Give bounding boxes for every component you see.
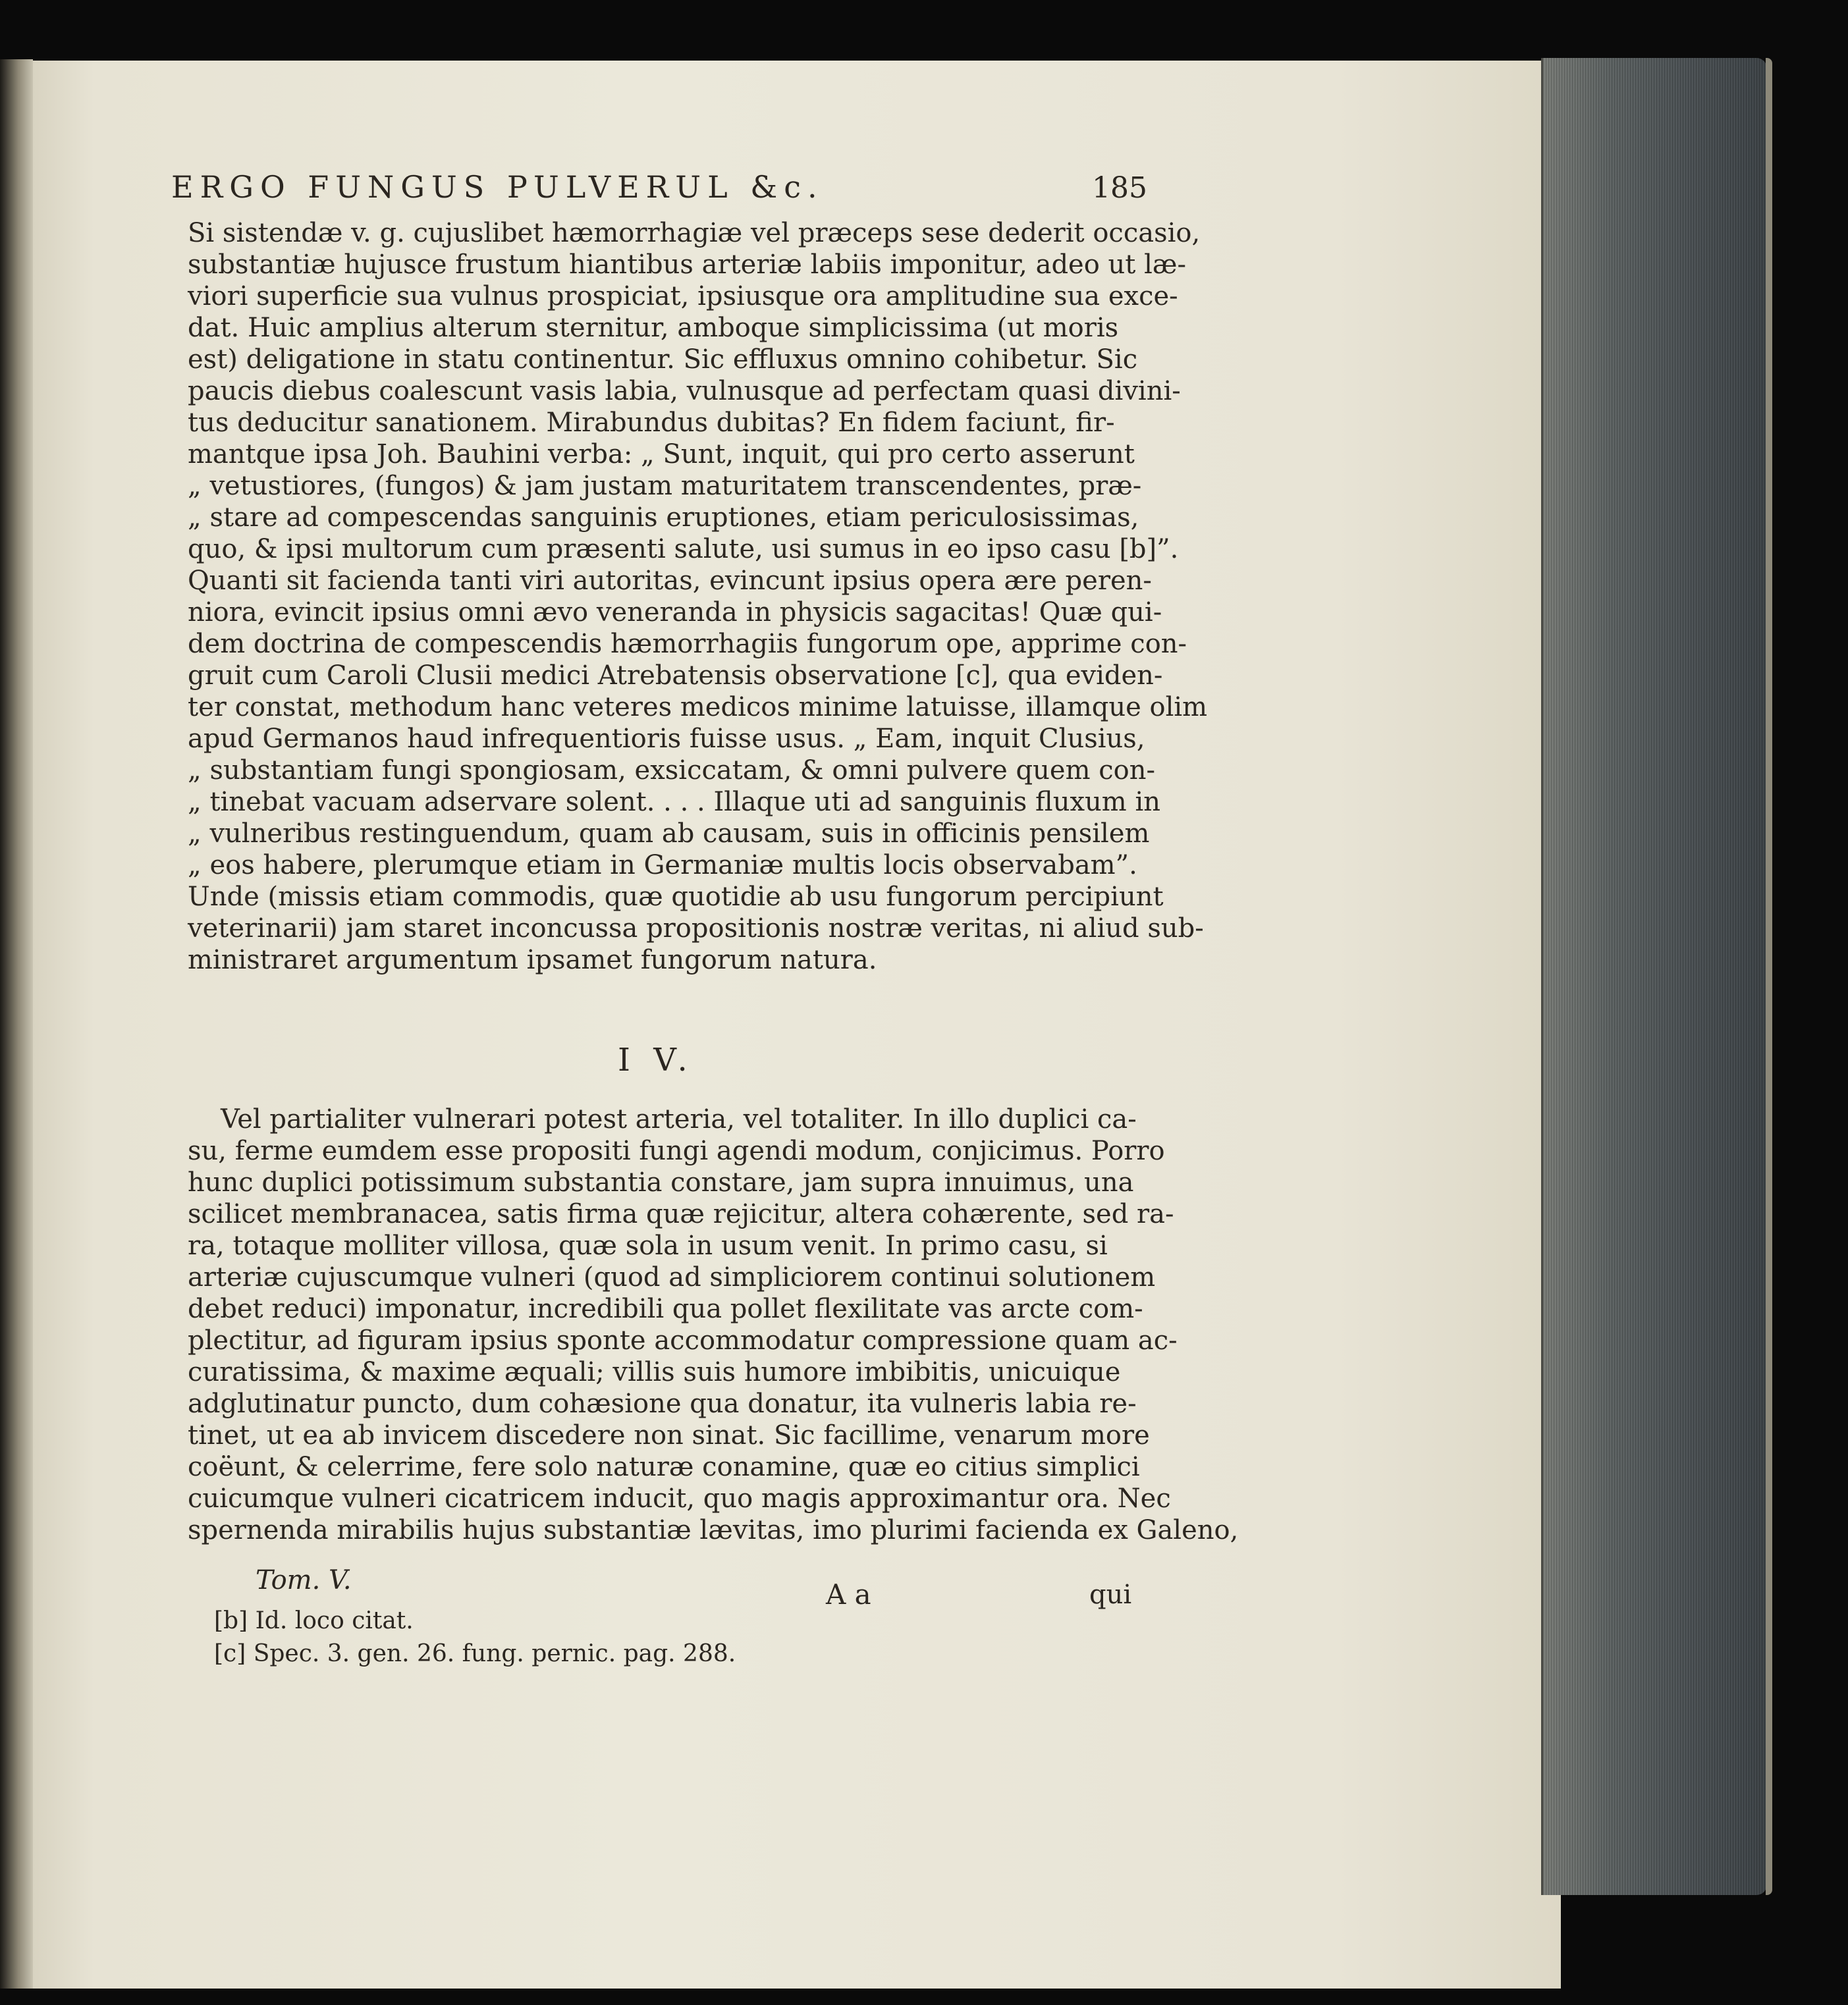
- text-line: gruit cum Caroli Clusii medici Atrebatensis observatione [c], qua eviden-: [188, 660, 1163, 691]
- text-line: Unde (missis etiam commodis, quæ quotidie ab usu fungorum percipiunt: [188, 882, 1164, 912]
- text-line: ra, totaque molliter villosa, quæ sola in usum venit. In primo casu, si: [188, 1231, 1108, 1261]
- text-line: ministraret argumentum ipsamet fungorum natura.: [188, 945, 877, 975]
- text-line: dat. Huic amplius alterum sternitur, amboque simplicissima (ut moris: [188, 313, 1119, 343]
- running-head: ERGO FUNGUS PULVERUL &c.: [171, 169, 824, 205]
- text-line: apud Germanos haud infrequentioris fuisse usus. „ Eam, inquit Clusius,: [188, 724, 1145, 754]
- text-line: dem doctrina de compescendis hæmorrhagiis fungorum ope, apprime con-: [188, 629, 1187, 659]
- signature-mark: A a: [826, 1578, 871, 1611]
- text-line: spernenda mirabilis hujus substantiæ lævitas, imo plurimi facienda ex Galeno,: [188, 1515, 1239, 1545]
- footnote-b: [b] Id. loco citat.: [214, 1607, 414, 1634]
- text-line: „ vulneribus restinguendum, quam ab causam, suis in officinis pensilem: [188, 818, 1150, 849]
- text-line: substantiæ hujusce frustum hiantibus arteriæ labiis imponitur, adeo ut læ-: [188, 250, 1186, 280]
- text-line: „ vetustiores, (fungos) & jam justam maturitatem transcendentes, præ-: [188, 471, 1142, 501]
- text-line: adglutinatur puncto, dum cohæsione qua donatur, ita vulneris labia re-: [188, 1389, 1137, 1419]
- text-line: „ tinebat vacuam adservare solent. . . . Illaque uti ad sanguinis fluxum in: [188, 787, 1160, 817]
- text-line: „ eos habere, plerumque etiam in Germaniæ multis locis observabam”.: [188, 850, 1137, 880]
- text-line: ter constat, methodum hanc veteres medicos minime latuisse, illamque olim: [188, 692, 1208, 722]
- text-line: veterinarii) jam staret inconcussa propositionis nostræ veritas, ni aliud sub-: [188, 913, 1204, 944]
- section-number: I V.: [618, 1042, 694, 1079]
- left-page-edge: [0, 59, 33, 1989]
- text-line: curatissima, & maxime æquali; villis suis humore imbibitis, unicuique: [188, 1357, 1121, 1387]
- text-line: niora, evincit ipsius omni ævo veneranda in physicis sagacitas! Quæ qui-: [188, 597, 1162, 628]
- text-line: Si sistendæ v. g. cujuslibet hæmorrhagiæ vel præceps sese dederit occasio,: [188, 218, 1201, 248]
- signature-volume: Tom. V.: [256, 1565, 352, 1595]
- text-line: su, ferme eumdem esse propositi fungi agendi modum, conjicimus. Porro: [188, 1136, 1165, 1166]
- text-line: debet reduci) imponatur, incredibili qua pollet flexilitate vas arcte com-: [188, 1294, 1143, 1324]
- page-stack-edge: [1541, 58, 1767, 1895]
- text-line: hunc duplici potissimum substantia constare, jam supra innuimus, una: [188, 1167, 1134, 1198]
- text-line: quo, & ipsi multorum cum præsenti salute, usi sumus in eo ipso casu [b]”.: [188, 534, 1179, 564]
- text-line: scilicet membranacea, satis firma quæ rejicitur, altera cohærente, sed ra-: [188, 1199, 1174, 1229]
- text-line: Quanti sit facienda tanti viri autoritas, evincunt ipsius opera ære peren-: [188, 566, 1152, 596]
- text-line: coëunt, & celerrime, fere solo naturæ conamine, quæ eo citius simplici: [188, 1452, 1140, 1482]
- footnote-c: [c] Spec. 3. gen. 26. fung. pernic. pag. 288.: [214, 1640, 736, 1667]
- text-line: Vel partialiter vulnerari potest arteria, vel totaliter. In illo duplici ca-: [221, 1104, 1137, 1135]
- text-line: „ stare ad compescendas sanguinis eruptiones, etiam periculosissimas,: [188, 502, 1139, 533]
- text-line: cuicumque vulneri cicatricem inducit, quo magis approximantur ora. Nec: [188, 1484, 1171, 1514]
- text-line: „ substantiam fungi spongiosam, exsiccatam, & omni pulvere quem con-: [188, 755, 1156, 786]
- text-line: tus deducitur sanationem. Mirabundus dubitas? En fidem faciunt, fir-: [188, 408, 1115, 438]
- page-number: 185: [1092, 171, 1147, 205]
- text-line: viori superficie sua vulnus prospiciat, ipsiusque ora amplitudine sua exce-: [188, 281, 1178, 311]
- text-line: tinet, ut ea ab invicem discedere non sinat. Sic facillime, venarum more: [188, 1420, 1150, 1451]
- catchword: qui: [1089, 1580, 1132, 1610]
- text-line: paucis diebus coalescunt vasis labia, vulnusque ad perfectam quasi divini-: [188, 376, 1181, 406]
- text-line: est) deligatione in statu continentur. Sic effluxus omnino cohibetur. Sic: [188, 344, 1138, 375]
- text-line: arteriæ cujuscumque vulneri (quod ad simpliciorem continui solutionem: [188, 1262, 1156, 1293]
- text-line: plectitur, ad figuram ipsius sponte accommodatur compressione quam ac-: [188, 1325, 1178, 1356]
- text-line: mantque ipsa Joh. Bauhini verba: „ Sunt, inquit, qui pro certo asserunt: [188, 439, 1135, 469]
